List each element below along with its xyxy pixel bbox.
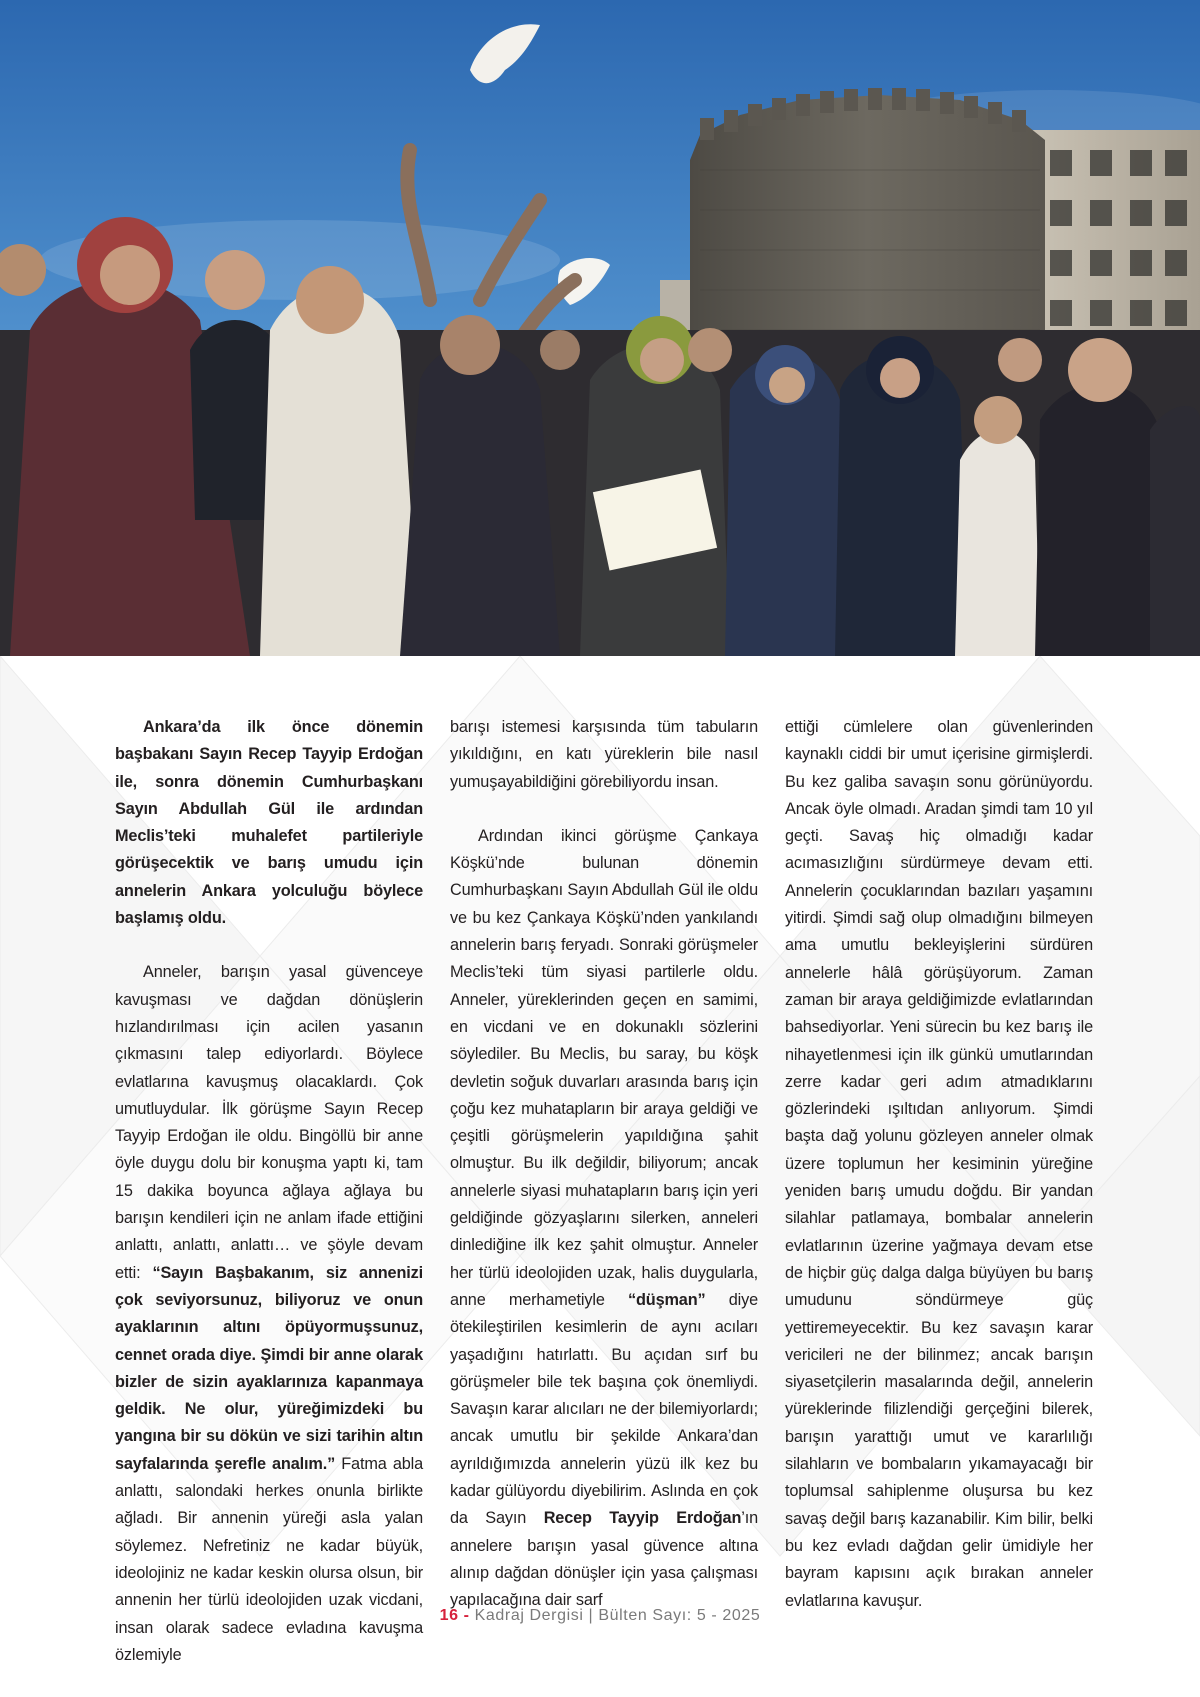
article-column-1 <box>115 714 423 1669</box>
emphasis-enemy: “düşman” <box>627 1290 706 1309</box>
paragraph-continuation: barışı istemesi karşısında tüm tabuların yıkıldığını, en katı yüreklerin bile nasıl yumuşayabildiğini görebiliyordu insan. <box>450 718 758 791</box>
dove-release-photo-icon <box>0 0 1200 656</box>
emphasis-name: Recep Tayyip Erdoğan <box>543 1509 742 1528</box>
paragraph-text: Fatma abla anlattı, salondaki herkes onunla birlikte ağladı. Bir annenin yüreği asla yalan söylemez. Nefretiniz ne kadar büyük, ideolojiniz ne kadar keskin olursa olsun, bir annenin her türlü ideolojiden uzak vicdani, insan olarak sadece evladına kavuşma özlemiyle <box>115 1454 423 1664</box>
header-photo <box>0 0 1200 656</box>
mother-quote: “Sayın Başbakanım, siz annenizi çok seviyorsunuz, biliyoruz ve onun ayaklarının altını öpüyormuşsunuz, cennet orada diye. Şimdi bir anne olarak bizler de sizin ayaklarınıza kapanmaya geldik. Ne olur, yüreğimizdeki bu yangına bir su dökün ve sizi tarihin altın sayfalarında şerefle analım.” <box>115 1263 423 1473</box>
page-footer <box>0 1607 1200 1625</box>
paragraph-text: ’ın annelere barışın yasal güvence altına alınıp dağdan dönüşler için yasa çalışması yapılacağına dair sarf <box>450 1509 758 1610</box>
paragraph-meeting-erdogan <box>115 959 423 1669</box>
article-column-3 <box>785 714 1093 1615</box>
paragraph-second-meeting <box>450 823 758 1615</box>
paragraph-text: diye ötekileştirilen kesimlerin de aynı acıları yaşadığını hatırlattı. Bu açıdan sırf bu görüşmeler bile tek başına çok önemliydi. Savaşın karar alıcıları ne der bilemiyorlardı; ancak umutlu bir şekilde Ankara’dan ayrıldığımızda annelerin yüzü ilk kez bu kadar gülüyordu diyebilirim. Aslında en çok da Sayın <box>450 1290 758 1528</box>
paragraph-text: Ardından ikinci görüşme Çankaya Köşkü’nde bulunan dönemin Cumhurbaşkanı Sayın Abdullah Gül ile oldu ve bu kez Çankaya Köşkü’nden yankılandı annelerin barış feryadı. Sonraki görüşmeler Meclis’teki tüm siyasi partilerle oldu. Anneler, yüreklerinden geçen en samimi, en vicdani ve en dokunaklı sözlerini söylediler. Bu Meclis, bu saray, bu köşk devletin soğuk duvarları arasında barış için çoğu kez muhatapların bir araya geldiği ve çeşitli görüşmelerin yapıldığına şahit olmuştur. Bu ilk değildir, biliyorum; ancak annelerle siyasi muhatapların barış için yeri geldiğinde gözyaşlarını silerken, anneleri dinlediğine ilk kez şahit olmuştur. Anneler her türlü ideolojiden uzak, halis duygularla, anne merhametiyle <box>450 826 758 1309</box>
lead-paragraph: Ankara’da ilk önce dönemin başbakanı Sayın Recep Tayyip Erdoğan ile, sonra dönemin Cumhurbaşkanı Sayın Abdullah Gül ile ardından Meclis’teki muhalefet partileriyle görüşecektik ve barış umudu için annelerin Ankara yolculuğu böylece başlamış oldu. <box>115 718 423 928</box>
paragraph-conclusion: ettiği cümlelere olan güvenlerinden kaynaklı ciddi bir umut içerisine girmişlerdi. Bu kez galiba savaşın sonu görünüyordu. Ancak öyle olmadı. Aradan şimdi tam 10 yıl geçti. Savaş hiç olmadığı kadar acımasızlığını sürdürmeye devam etti. Annelerin çocuklarından bazıları yaşamını yitirdi. Şimdi sağ olup olmadığını bilmeyen ama umutlu bekleyişlerini sürdüren annelerle hâlâ görüşüyorum. Zaman zaman bir araya geldiğimizde evlatlarından bahsediyorlar. Yeni sürecin bu kez barış ile nihayetlenmesi için ilk günkü umutlarından zerre kadar geri adım atmadıklarını gözlerindeki ışıltıdan anlıyorum. Şimdi başta dağ yolunu gözleyen anneler olmak üzere toplumun her kesiminin yüreğine yeniden barış umudu doğdu. Bir yandan silahlar patlamaya, bombalar annelerin evlatlarının üzerine yağmaya devam etse de hiçbir güç dalga dalga büyüyen bu barış umudunu söndürmeye güç yettiremeyecektir. Bu kez savaşın karar vericileri ne der bilinmez; ancak barışın siyasetçilerin masalarında değil, annelerin yüreklerinde filizlendiği gerçeğini bilerek, barışın yarattığı umut ve kararlılığı silahların ve bombaların yıkamayacağı bir toplumsal sahiplenme oluşursa bu kez savaş değil barış kazanabilir. Kim bilir, belki bu kez evladı dağdan gelir ümidiyle her bayram kapısını açık bırakan anneler evlatlarına kavuşur. <box>785 718 1093 1610</box>
paragraph-text: Anneler, barışın yasal güvenceye kavuşması ve dağdan dönüşlerin hızlandırılması için acilen yasanın çıkmasını talep ediyorlardı. Böylece evlatlarına kavuşmuş olacaklardı. Çok umutluydular. İlk görüşme Sayın Recep Tayyip Erdoğan ile oldu. Bingöllü bir anne öyle duygu dolu bir konuşma yaptı ki, tam 15 dakika boyunca ağlaya ağlaya bu barışın kendileri için ne anlam ifade ettiğini anlattı, anlattı, anlattı… ve şöyle devam etti: <box>115 963 423 1282</box>
page-number: 16 - <box>439 1607 470 1624</box>
article-column-2 <box>450 714 758 1615</box>
publication-info: Kadraj Dergisi | Bülten Sayı: 5 - 2025 <box>474 1607 761 1624</box>
